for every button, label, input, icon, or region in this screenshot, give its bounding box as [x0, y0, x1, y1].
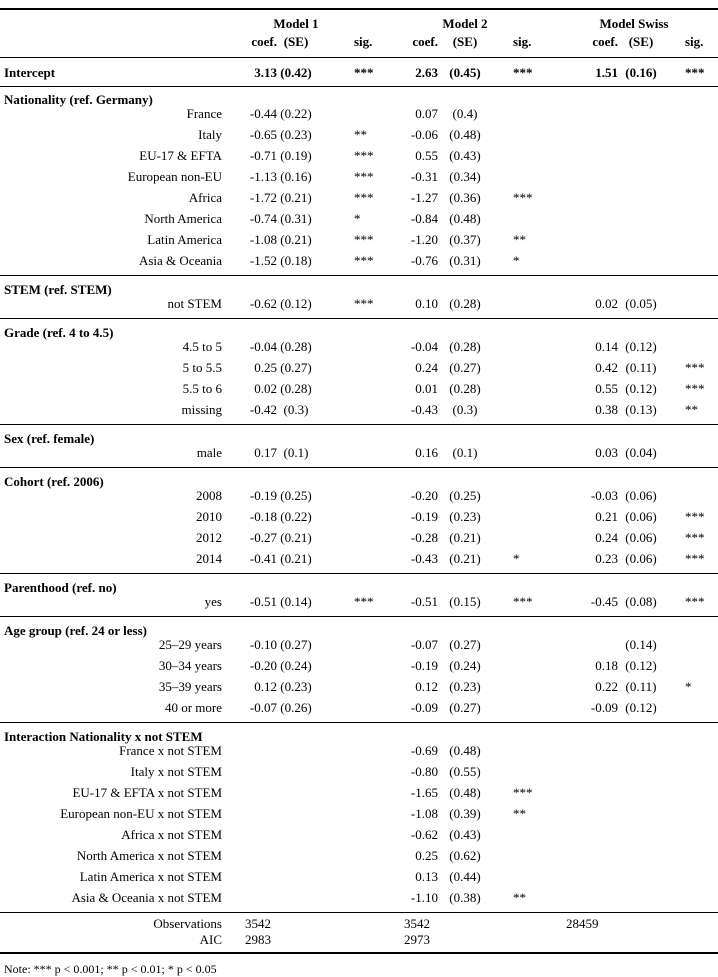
- m3-se-cell: (0.12): [625, 381, 657, 396]
- table-row: [0, 166, 718, 187]
- m1-se-cell: (0.27): [280, 360, 312, 375]
- m1-se-cell: (0.42): [280, 65, 312, 80]
- table-row: [0, 527, 718, 548]
- m2-se-cell: (0.43): [449, 148, 481, 163]
- row-label: 30–34 years: [158, 658, 222, 673]
- m1-se-cell: (0.3): [283, 402, 309, 417]
- m1-se-cell: (0.16): [280, 169, 312, 184]
- m3-coef-cell: 0.55: [595, 381, 618, 396]
- row-label: 5 to 5.5: [182, 360, 222, 375]
- row-label: Italy: [198, 127, 222, 142]
- m1-se-cell: (0.21): [280, 551, 312, 566]
- m2-se-cell: (0.25): [449, 488, 481, 503]
- row-label: yes: [204, 594, 222, 609]
- m1-se-cell: (0.14): [280, 594, 312, 609]
- row-label: Africa: [188, 190, 222, 205]
- m3-se-cell: (0.13): [625, 402, 657, 417]
- m2-se-cell: (0.44): [449, 869, 481, 884]
- m1-coef-cell: -0.18: [249, 509, 277, 524]
- m2-coef-cell: -0.31: [410, 169, 438, 184]
- m1-se-cell: (0.21): [280, 232, 312, 247]
- m1-se-cell: (0.12): [280, 296, 312, 311]
- table-row: [0, 145, 718, 166]
- table-row: [0, 485, 718, 506]
- m1-coef-cell: 0.12: [254, 679, 277, 694]
- row-label: France: [186, 106, 222, 121]
- m1-coef-cell: 0.17: [254, 445, 277, 460]
- m1-se-cell: (0.26): [280, 700, 312, 715]
- row-label: Asia & Oceania x not STEM: [71, 890, 222, 905]
- m2-sig-cell: **: [513, 232, 526, 247]
- m2-se-cell: (0.27): [449, 637, 481, 652]
- m1-coef-cell: 3.13: [254, 65, 277, 80]
- m1-coef-cell: -0.19: [249, 488, 277, 503]
- table-row: [0, 506, 718, 527]
- group-rule: [0, 573, 718, 574]
- m3-se-cell: (0.11): [625, 679, 657, 694]
- m2-coef-cell: 0.16: [415, 445, 438, 460]
- row-label: 35–39 years: [158, 679, 222, 694]
- row-label: 40 or more: [164, 700, 222, 715]
- m1-sig-cell: ***: [354, 232, 374, 247]
- m2-coef-cell: 0.24: [415, 360, 438, 375]
- row-label: North America: [144, 211, 222, 226]
- m2-coef-cell: -0.19: [410, 509, 438, 524]
- m2-se-cell: (0.21): [449, 530, 481, 545]
- m2-se-cell: (0.3): [452, 402, 478, 417]
- group-title: Sex (ref. female): [4, 431, 95, 446]
- m2-coef-cell: -0.09: [410, 700, 438, 715]
- m2-se-cell: (0.36): [449, 190, 481, 205]
- m1-coef-cell: -0.71: [249, 148, 277, 163]
- m2-coef-cell: -1.10: [410, 890, 438, 905]
- m2-stat: 2973: [404, 932, 430, 947]
- m3-se-cell: (0.08): [625, 594, 657, 609]
- table-row: [0, 357, 718, 378]
- m1-se-cell: (0.25): [280, 488, 312, 503]
- m2-stat: 3542: [404, 916, 430, 931]
- m2-se-cell: (0.37): [449, 232, 481, 247]
- row-label: Latin America x not STEM: [79, 869, 222, 884]
- m1-sig-cell: ***: [354, 253, 374, 268]
- m3-coef-cell: -0.03: [590, 488, 618, 503]
- m3-se-cell: (0.06): [625, 530, 657, 545]
- group-rule: [0, 616, 718, 617]
- row-label: European non-EU x not STEM: [60, 806, 222, 821]
- stats-row: [0, 932, 718, 948]
- m2-se-cell: (0.27): [449, 700, 481, 715]
- m1-sig-cell: ***: [354, 169, 374, 184]
- m2-sig-cell: ***: [513, 65, 533, 80]
- m1-stat: 3542: [245, 916, 271, 931]
- m2-coef-cell: -1.08: [410, 806, 438, 821]
- m1-se-cell: (0.31): [280, 211, 312, 226]
- table-row: [0, 697, 718, 718]
- m3-coef-cell: 0.42: [595, 360, 618, 375]
- m2-sig-cell: ***: [513, 190, 533, 205]
- m1-sig-cell: **: [354, 127, 367, 142]
- m2-se-cell: (0.15): [449, 594, 481, 609]
- top-rule: [0, 8, 718, 10]
- m2-se-cell: (0.24): [449, 658, 481, 673]
- table-row: [0, 824, 718, 845]
- m3-sig-cell: *: [685, 679, 692, 694]
- m3-sig-cell: ***: [685, 65, 705, 80]
- m2-sig-cell: ***: [513, 594, 533, 609]
- m3-se-header: (SE): [628, 34, 654, 49]
- group-title: Parenthood (ref. no): [4, 580, 117, 595]
- m2-se-cell: (0.1): [452, 445, 478, 460]
- m1-coef-cell: -0.44: [249, 106, 277, 121]
- m1-sig-cell: ***: [354, 594, 374, 609]
- m2-se-cell: (0.28): [449, 296, 481, 311]
- m3-coef-cell: -0.09: [590, 700, 618, 715]
- m1-coef-cell: 0.02: [254, 381, 277, 396]
- m2-sig-cell: ***: [513, 785, 533, 800]
- m2-coef-cell: -0.69: [410, 743, 438, 758]
- m3-sig-cell: ***: [685, 594, 705, 609]
- m1-coef-cell: -0.62: [249, 296, 277, 311]
- m1-coef-cell: -0.74: [249, 211, 277, 226]
- row-label: 5.5 to 6: [182, 381, 222, 396]
- m2-se-cell: (0.38): [449, 890, 481, 905]
- group-title: Cohort (ref. 2006): [4, 474, 104, 489]
- m1-se-cell: (0.21): [280, 190, 312, 205]
- m1-sig-cell: ***: [354, 65, 374, 80]
- stats-row: [0, 916, 718, 932]
- row-label: 4.5 to 5: [182, 339, 222, 354]
- m2-coef-cell: 0.55: [415, 148, 438, 163]
- m1-stat: 2983: [245, 932, 271, 947]
- table-row: [0, 208, 718, 229]
- m1-coef-cell: -0.51: [249, 594, 277, 609]
- m1-se-cell: (0.22): [280, 509, 312, 524]
- m3-coef-cell: -0.45: [590, 594, 618, 609]
- m3-se-cell: (0.14): [625, 637, 657, 652]
- m2-coef-cell: -0.20: [410, 488, 438, 503]
- m1-se-cell: (0.23): [280, 679, 312, 694]
- m2-coef-cell: -0.80: [410, 764, 438, 779]
- m1-se-cell: (0.19): [280, 148, 312, 163]
- group-title: STEM (ref. STEM): [4, 282, 112, 297]
- group-rule: [0, 912, 718, 913]
- bottom-rule: [0, 952, 718, 954]
- m1-sig-cell: ***: [354, 190, 374, 205]
- table-row: [0, 293, 718, 314]
- m3-se-cell: (0.12): [625, 700, 657, 715]
- m1-coef-cell: -0.07: [249, 700, 277, 715]
- row-label: Italy x not STEM: [130, 764, 222, 779]
- m1-se-cell: (0.1): [283, 445, 309, 460]
- table-row: [0, 676, 718, 697]
- row-label: 2010: [196, 509, 222, 524]
- m2-coef-cell: 0.01: [415, 381, 438, 396]
- intercept-rule: [0, 86, 718, 87]
- table-row: [0, 548, 718, 569]
- m2-coef-cell: 0.10: [415, 296, 438, 311]
- table-row: [0, 336, 718, 357]
- m1-coef-cell: -1.52: [249, 253, 277, 268]
- row-label: 2008: [196, 488, 222, 503]
- m1-se-cell: (0.24): [280, 658, 312, 673]
- table-row: [0, 124, 718, 145]
- m2-coef-cell: -1.20: [410, 232, 438, 247]
- group-rule: [0, 467, 718, 468]
- header-rule: [0, 57, 718, 58]
- m1-coef-cell: -0.42: [249, 402, 277, 417]
- m1-coef-header: coef.: [251, 34, 277, 49]
- model-1-header: Model 1: [273, 16, 319, 31]
- m2-se-cell: (0.21): [449, 551, 481, 566]
- m3-coef-header: coef.: [592, 34, 618, 49]
- m2-coef-cell: -0.43: [410, 551, 438, 566]
- m3-stat: 28459: [566, 916, 599, 931]
- m3-coef-cell: 1.51: [595, 65, 618, 80]
- m2-coef-cell: -0.43: [410, 402, 438, 417]
- row-label: Latin America: [147, 232, 222, 247]
- m1-se-cell: (0.21): [280, 530, 312, 545]
- m3-coef-cell: 0.38: [595, 402, 618, 417]
- m1-coef-cell: 0.25: [254, 360, 277, 375]
- row-label: Asia & Oceania: [138, 253, 222, 268]
- row-label: France x not STEM: [119, 743, 222, 758]
- row-label: missing: [181, 402, 222, 417]
- m1-coef-cell: -1.72: [249, 190, 277, 205]
- m2-coef-cell: 0.12: [415, 679, 438, 694]
- m2-se-cell: (0.23): [449, 509, 481, 524]
- table-row: [0, 761, 718, 782]
- m3-coef-cell: 0.03: [595, 445, 618, 460]
- group-title: Interaction Nationality x not STEM: [4, 729, 203, 744]
- group-rule: [0, 424, 718, 425]
- table-row: [0, 103, 718, 124]
- m3-sig-cell: ***: [685, 509, 705, 524]
- table-row: [0, 740, 718, 761]
- m2-coef-cell: -0.62: [410, 827, 438, 842]
- m3-se-cell: (0.04): [625, 445, 657, 460]
- m3-coef-cell: 0.22: [595, 679, 618, 694]
- m3-se-cell: (0.16): [625, 65, 657, 80]
- m2-se-cell: (0.62): [449, 848, 481, 863]
- group-title: Grade (ref. 4 to 4.5): [4, 325, 114, 340]
- m3-se-cell: (0.05): [625, 296, 657, 311]
- m2-coef-cell: -0.04: [410, 339, 438, 354]
- m1-coef-cell: -0.65: [249, 127, 277, 142]
- group-rule: [0, 275, 718, 276]
- m2-sig-header: sig.: [513, 34, 532, 49]
- table-row: [0, 866, 718, 887]
- group-rule: [0, 722, 718, 723]
- m2-coef-cell: 0.25: [415, 848, 438, 863]
- group-title: Nationality (ref. Germany): [4, 92, 153, 107]
- m2-se-cell: (0.48): [449, 127, 481, 142]
- m2-se-cell: (0.28): [449, 339, 481, 354]
- table-row: [0, 655, 718, 676]
- m2-se-cell: (0.39): [449, 806, 481, 821]
- m3-sig-cell: ***: [685, 360, 705, 375]
- m2-se-cell: (0.43): [449, 827, 481, 842]
- row-label: Intercept: [4, 65, 56, 80]
- m1-coef-cell: -0.10: [249, 637, 277, 652]
- group-title: Age group (ref. 24 or less): [4, 623, 147, 638]
- m3-coef-cell: 0.14: [595, 339, 618, 354]
- m2-coef-cell: -0.19: [410, 658, 438, 673]
- row-label: male: [196, 445, 222, 460]
- group-rule: [0, 318, 718, 319]
- table-row: [0, 887, 718, 908]
- m3-se-cell: (0.06): [625, 509, 657, 524]
- m2-se-cell: (0.27): [449, 360, 481, 375]
- m2-coef-cell: -0.51: [410, 594, 438, 609]
- m3-se-cell: (0.06): [625, 551, 657, 566]
- table-row: [0, 442, 718, 463]
- m1-se-cell: (0.22): [280, 106, 312, 121]
- m2-coef-cell: 2.63: [415, 65, 438, 80]
- m2-se-header: (SE): [452, 34, 478, 49]
- m1-coef-cell: -0.20: [249, 658, 277, 673]
- m1-coef-cell: -1.08: [249, 232, 277, 247]
- m1-sig-cell: ***: [354, 296, 374, 311]
- stat-label: AIC: [199, 932, 222, 947]
- m3-sig-cell: **: [685, 402, 698, 417]
- table-row: [0, 187, 718, 208]
- m2-se-cell: (0.48): [449, 785, 481, 800]
- row-label: not STEM: [167, 296, 222, 311]
- m1-se-cell: (0.28): [280, 381, 312, 396]
- m1-se-cell: (0.23): [280, 127, 312, 142]
- table-row: [0, 229, 718, 250]
- m2-sig-cell: **: [513, 806, 526, 821]
- m3-se-cell: (0.12): [625, 658, 657, 673]
- m1-se-cell: (0.27): [280, 637, 312, 652]
- model-swiss-header: Model Swiss: [599, 16, 669, 31]
- m2-se-cell: (0.31): [449, 253, 481, 268]
- m2-se-cell: (0.55): [449, 764, 481, 779]
- m3-se-cell: (0.11): [625, 360, 657, 375]
- m3-coef-cell: 0.23: [595, 551, 618, 566]
- row-label: EU-17 & EFTA x not STEM: [72, 785, 222, 800]
- m3-se-cell: (0.12): [625, 339, 657, 354]
- table-row: [0, 399, 718, 420]
- m1-sig-header: sig.: [354, 34, 373, 49]
- table-row: [0, 634, 718, 655]
- m3-coef-cell: 0.21: [595, 509, 618, 524]
- row-label: 2012: [196, 530, 222, 545]
- m1-coef-cell: -0.41: [249, 551, 277, 566]
- m1-coef-cell: -0.04: [249, 339, 277, 354]
- significance-note: Note: *** p < 0.001; ** p < 0.01; * p < 0.05: [4, 962, 217, 976]
- m3-se-cell: (0.06): [625, 488, 657, 503]
- m2-sig-cell: *: [513, 551, 520, 566]
- m2-se-cell: (0.23): [449, 679, 481, 694]
- m2-se-cell: (0.28): [449, 381, 481, 396]
- m2-coef-cell: 0.13: [415, 869, 438, 884]
- m2-coef-cell: -0.07: [410, 637, 438, 652]
- m3-coef-cell: 0.24: [595, 530, 618, 545]
- model-2-header: Model 2: [442, 16, 488, 31]
- row-label: Africa x not STEM: [121, 827, 222, 842]
- m3-coef-cell: 0.02: [595, 296, 618, 311]
- m3-sig-cell: ***: [685, 530, 705, 545]
- m2-se-cell: (0.4): [452, 106, 478, 121]
- m2-coef-cell: -1.65: [410, 785, 438, 800]
- m1-se-header: (SE): [283, 34, 309, 49]
- stat-label: Observations: [153, 916, 222, 931]
- m1-coef-cell: -1.13: [249, 169, 277, 184]
- intercept-row: [0, 62, 718, 83]
- m2-coef-cell: -0.06: [410, 127, 438, 142]
- table-row: [0, 803, 718, 824]
- m2-coef-cell: -0.84: [410, 211, 438, 226]
- row-label: North America x not STEM: [76, 848, 222, 863]
- table-row: [0, 378, 718, 399]
- m1-se-cell: (0.28): [280, 339, 312, 354]
- m3-sig-cell: ***: [685, 381, 705, 396]
- m2-coef-cell: 0.07: [415, 106, 438, 121]
- m2-se-cell: (0.48): [449, 211, 481, 226]
- m3-sig-cell: ***: [685, 551, 705, 566]
- table-row: [0, 845, 718, 866]
- m2-se-cell: (0.34): [449, 169, 481, 184]
- m2-coef-cell: -0.76: [410, 253, 438, 268]
- table-row: [0, 591, 718, 612]
- m1-sig-cell: *: [354, 211, 361, 226]
- m2-sig-cell: *: [513, 253, 520, 268]
- row-label: EU-17 & EFTA: [139, 148, 222, 163]
- m1-coef-cell: -0.27: [249, 530, 277, 545]
- m1-sig-cell: ***: [354, 148, 374, 163]
- m2-coef-cell: -1.27: [410, 190, 438, 205]
- row-label: 2014: [196, 551, 222, 566]
- row-label: European non-EU: [127, 169, 222, 184]
- row-label: 25–29 years: [158, 637, 222, 652]
- table-row: [0, 782, 718, 803]
- m3-sig-header: sig.: [685, 34, 704, 49]
- m2-se-cell: (0.45): [449, 65, 481, 80]
- m2-se-cell: (0.48): [449, 743, 481, 758]
- m1-se-cell: (0.18): [280, 253, 312, 268]
- m3-coef-cell: 0.18: [595, 658, 618, 673]
- table-row: [0, 250, 718, 271]
- m2-coef-header: coef.: [412, 34, 438, 49]
- m2-coef-cell: -0.28: [410, 530, 438, 545]
- m2-sig-cell: **: [513, 890, 526, 905]
